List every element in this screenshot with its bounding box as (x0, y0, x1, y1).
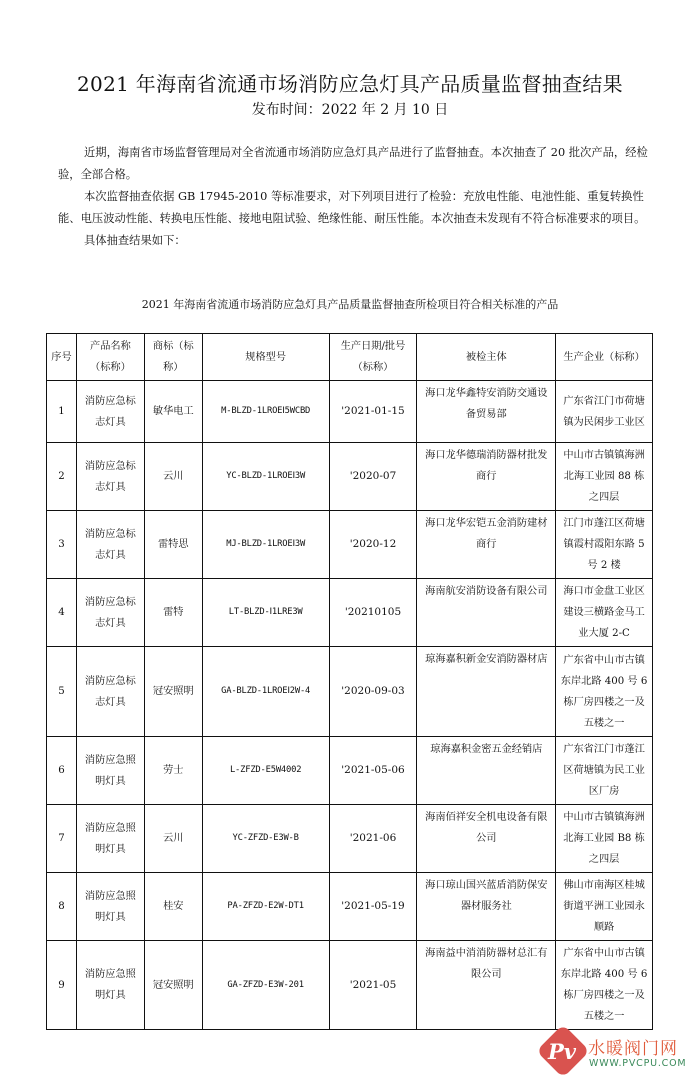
table-row (47, 647, 653, 737)
product-name-cell: 消防应急照明灯具 (76, 941, 144, 1030)
seq-cell: 2 (47, 443, 77, 511)
logo-url: WWW.PVCPU.COM (589, 1058, 687, 1069)
table-row (47, 805, 653, 873)
brand-cell: 云川 (144, 443, 202, 511)
brand-cell: 敏华电工 (144, 381, 202, 443)
brand-cell: 冠安照明 (144, 941, 202, 1030)
manufacturer-cell: 江门市蓬江区荷塘镇霞村霞阳东路 5 号 2 楼 (556, 511, 653, 579)
date-cell: '2020-12 (329, 511, 417, 579)
brand-cell: 雷特 (144, 579, 202, 647)
brand-cell: 雷特思 (144, 511, 202, 579)
manufacturer-cell: 海口市金盘工业区建设三横路金马工业大厦 2-C (556, 579, 653, 647)
brand-cell: 劳士 (144, 737, 202, 805)
inspected-entity-cell: 海口龙华宏铠五金消防建材商行 (417, 511, 556, 579)
date-cell: '20210105 (329, 579, 417, 647)
inspected-entity-cell: 海南益中消消防器材总汇有限公司 (417, 941, 556, 1030)
logo-letters: Pv (548, 1039, 576, 1064)
header-cell: 商标（标称） (144, 334, 202, 381)
header-cell: 被检主体 (417, 334, 556, 381)
model-cell: PA-ZFZD-E2W-DT1 (202, 873, 329, 941)
seq-cell: 6 (47, 737, 77, 805)
seq-cell: 8 (47, 873, 77, 941)
inspected-entity-cell: 琼海嘉积新金安消防器材店 (417, 647, 556, 737)
date-cell: '2021-05-06 (329, 737, 417, 805)
logo-name: 水暖阀门网 (588, 1039, 678, 1059)
manufacturer-cell: 广东省江门市荷塘镇为民闲步工业区 (556, 381, 653, 443)
seq-cell: 3 (47, 511, 77, 579)
manufacturer-cell: 广东省中山市古镇东岸北路 400 号 6 栋厂房四楼之一及五楼之一 (556, 941, 653, 1030)
document-title: 2021 年海南省流通市场消防应急灯具产品质量监督抽查结果 (77, 72, 623, 96)
inspected-entity-cell: 海口龙华鑫特安消防交通设备贸易部 (417, 381, 556, 443)
publish-date: 发布时间：2022 年 2 月 10 日 (251, 102, 449, 118)
watermark-logo (534, 1026, 700, 1082)
product-name-cell: 消防应急标志灯具 (76, 579, 144, 647)
date-cell: '2020-07 (329, 443, 417, 511)
date-cell: '2021-05-19 (329, 873, 417, 941)
inspected-entity-cell: 海口琼山国兴蓝盾消防保安器材服务社 (417, 873, 556, 941)
product-name-cell: 消防应急照明灯具 (76, 873, 144, 941)
seq-cell: 1 (47, 381, 77, 443)
product-name-cell: 消防应急标志灯具 (76, 443, 144, 511)
manufacturer-cell: 中山市古镇镇海洲北海工业园 88 栋之四层 (556, 443, 653, 511)
manufacturer-cell: 佛山市南海区桂城街道平洲工业园永顺路 (556, 873, 653, 941)
table-title: 2021 年海南省流通市场消防应急灯具产品质量监督抽查所检项目符合相关标准的产品 (141, 298, 559, 311)
manufacturer-cell: 广东省江门市蓬江区荷塘镇为民工业区厂房 (556, 737, 653, 805)
date-cell: '2021-06 (329, 805, 417, 873)
results-table (46, 333, 653, 1030)
product-name-cell: 消防应急照明灯具 (76, 805, 144, 873)
date-cell: '2020-09-03 (329, 647, 417, 737)
table-row (47, 511, 653, 579)
model-cell: M-BLZD-1LROEⅠ5WCBD (202, 381, 329, 443)
table-row (47, 579, 653, 647)
seq-cell: 9 (47, 941, 77, 1030)
inspected-entity-cell: 琼海嘉积金密五金经销店 (417, 737, 556, 805)
product-name-cell: 消防应急照明灯具 (76, 737, 144, 805)
table-header-row (47, 334, 653, 381)
brand-cell: 云川 (144, 805, 202, 873)
table-row (47, 873, 653, 941)
intro-paragraph: 具体抽查结果如下： (83, 234, 186, 247)
intro-paragraph: 近期，海南省市场监督管理局对全省流通市场消防应急灯具产品进行了监督抽查。本次抽查了 20 批次产品，经检验，全部合格。 (58, 146, 648, 181)
date-cell: '2021-05 (329, 941, 417, 1030)
header-cell: 生产企业（标称） (556, 334, 653, 381)
header-cell: 生产日期/批号（标称） (329, 334, 417, 381)
model-cell: GA-ZFZD-E3W-201 (202, 941, 329, 1030)
manufacturer-cell: 广东省中山市古镇东岸北路 400 号 6 栋厂房四楼之一及五楼之一 (556, 647, 653, 737)
model-cell: MJ-BLZD-1LROEⅠ3W (202, 511, 329, 579)
product-name-cell: 消防应急标志灯具 (76, 511, 144, 579)
product-name-cell: 消防应急标志灯具 (76, 381, 144, 443)
model-cell: L-ZFZD-E5W4002 (202, 737, 329, 805)
seq-cell: 7 (47, 805, 77, 873)
inspected-entity-cell: 海口龙华德瑞消防器材批发商行 (417, 443, 556, 511)
header-cell: 规格型号 (202, 334, 329, 381)
inspected-entity-cell: 海南航安消防设备有限公司 (417, 579, 556, 647)
seq-cell: 5 (47, 647, 77, 737)
model-cell: YC-ZFZD-E3W-B (202, 805, 329, 873)
date-cell: '2021-01-15 (329, 381, 417, 443)
table-row (47, 381, 653, 443)
header-cell: 序号 (47, 334, 77, 381)
model-cell: LT-BLZD-Ⅰ1LRE3W (202, 579, 329, 647)
table-row (47, 941, 653, 1030)
table-row (47, 737, 653, 805)
intro-text (58, 142, 662, 252)
header-cell: 产品名称（标称） (76, 334, 144, 381)
inspected-entity-cell: 海南佰祥安全机电设备有限公司 (417, 805, 556, 873)
model-cell: GA-BLZD-1LROEⅠ2W-4 (202, 647, 329, 737)
intro-paragraph: 本次监督抽查依据 GB 17945-2010 等标准要求，对下列项目进行了检验：充放电性能、电池性能、重复转换性能、电压波动性能、转换电压性能、接地电阻试验、绝缘性能、耐压性能。本次抽查未发现有不符合标准要求的项目。 (58, 190, 646, 225)
table-row (47, 443, 653, 511)
manufacturer-cell: 中山市古镇镇海洲北海工业园 B8 栋之四层 (556, 805, 653, 873)
model-cell: YC-BLZD-1LROEⅠ3W (202, 443, 329, 511)
brand-cell: 冠安照明 (144, 647, 202, 737)
seq-cell: 4 (47, 579, 77, 647)
brand-cell: 桂安 (144, 873, 202, 941)
product-name-cell: 消防应急标志灯具 (76, 647, 144, 737)
